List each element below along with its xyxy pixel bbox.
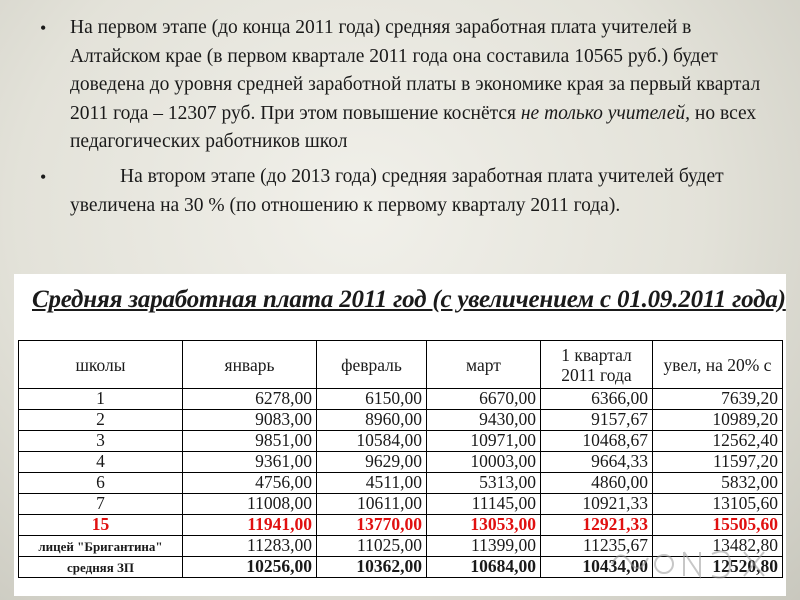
cell-q1: 10434,00: [541, 557, 653, 578]
cell-school: 15: [19, 515, 183, 536]
cell-february: 10584,00: [317, 431, 427, 452]
cell-january: 11008,00: [183, 494, 317, 515]
bullet-text: На первом этапе (до конца 2011 года) средняя заработная плата учителей в Алтайском крае (в первом квартале 2011 года она составила 10565 руб.) будет доведена до уровня средней заработной платы в экономике края за первый квартал 2011 года – 12307 руб. При этом повышение коснётся: [70, 17, 761, 124]
cell-january: 6278,00: [183, 389, 317, 410]
cell-march: 6670,00: [427, 389, 541, 410]
bullet-marker: •: [40, 18, 47, 38]
cell-march: 11399,00: [427, 536, 541, 557]
cell-q1: 9157,67: [541, 410, 653, 431]
table-row: [19, 410, 783, 431]
cell-increase: 10989,20: [653, 410, 783, 431]
cell-increase: 15505,60: [653, 515, 783, 536]
bullet-emphasis: не только учителей,: [520, 102, 691, 124]
cell-increase: 11597,20: [653, 452, 783, 473]
cell-q1: 11235,67: [541, 536, 653, 557]
bullet-marker: •: [40, 166, 47, 187]
cell-increase: 13482,80: [653, 536, 783, 557]
cell-march: 5313,00: [427, 473, 541, 494]
cell-increase: 13105,60: [653, 494, 783, 515]
cell-february: 9629,00: [317, 452, 427, 473]
cell-school: средняя ЗП: [19, 557, 183, 578]
column-header-schools: школы: [19, 341, 183, 389]
cell-q1: 10468,67: [541, 431, 653, 452]
cell-school: 2: [19, 410, 183, 431]
cell-q1: 12921,33: [541, 515, 653, 536]
cell-january: 11283,00: [183, 536, 317, 557]
table-row-highlighted: [19, 515, 783, 536]
table-row: [19, 473, 783, 494]
cell-increase: 5832,00: [653, 473, 783, 494]
cell-school: 3: [19, 431, 183, 452]
cell-school: 4: [19, 452, 183, 473]
bullet-item-stage-1: [36, 14, 776, 157]
table-header-row: [19, 341, 783, 389]
cell-increase: 12520,80: [653, 557, 783, 578]
bullet-text-end: но всех педагогических работников школ: [70, 102, 757, 153]
cell-february: 8960,00: [317, 410, 427, 431]
cell-february: 4511,00: [317, 473, 427, 494]
salary-table: [18, 340, 783, 578]
table-row-average: [19, 557, 783, 578]
cell-increase: 7639,20: [653, 389, 783, 410]
cell-january: 9851,00: [183, 431, 317, 452]
cell-february: 6150,00: [317, 389, 427, 410]
cell-january: 9083,00: [183, 410, 317, 431]
cell-january: 9361,00: [183, 452, 317, 473]
column-header-increase: увел, на 20% с: [653, 341, 783, 389]
cell-q1: 6366,00: [541, 389, 653, 410]
column-header-february: февраль: [317, 341, 427, 389]
cell-march: 10971,00: [427, 431, 541, 452]
column-header-march: март: [427, 341, 541, 389]
cell-march: 11145,00: [427, 494, 541, 515]
table-row: [19, 389, 783, 410]
salary-table-image: [14, 274, 786, 596]
cell-february: 11025,00: [317, 536, 427, 557]
cell-march: 13053,00: [427, 515, 541, 536]
cell-q1: 10921,33: [541, 494, 653, 515]
cell-increase: 12562,40: [653, 431, 783, 452]
cell-march: 9430,00: [427, 410, 541, 431]
cell-january: 4756,00: [183, 473, 317, 494]
table-row: [19, 431, 783, 452]
cell-march: 10003,00: [427, 452, 541, 473]
cell-february: 10362,00: [317, 557, 427, 578]
cell-q1: 4860,00: [541, 473, 653, 494]
cell-february: 10611,00: [317, 494, 427, 515]
bullet-list: [36, 14, 776, 220]
table-row: [19, 536, 783, 557]
table-row: [19, 494, 783, 515]
column-header-q1: 1 квартал 2011 года: [541, 341, 653, 389]
cell-school: лицей "Бригантина": [19, 536, 183, 557]
bullet-text: На втором этапе (до 2013 года) средняя заработная плата учителей будет увеличена на 30 % (по отношению к первому кварталу 2011 года).: [70, 165, 724, 216]
bullet-item-stage-2: [36, 163, 776, 220]
cell-school: 7: [19, 494, 183, 515]
cell-january: 10256,00: [183, 557, 317, 578]
cell-january: 11941,00: [183, 515, 317, 536]
table-row: [19, 452, 783, 473]
table-title: Средняя заработная плата 2011 год (с увеличением с 01.09.2011 года): [32, 286, 786, 313]
cell-q1: 9664,33: [541, 452, 653, 473]
cell-school: 6: [19, 473, 183, 494]
cell-school: 1: [19, 389, 183, 410]
cell-march: 10684,00: [427, 557, 541, 578]
cell-february: 13770,00: [317, 515, 427, 536]
column-header-january: январь: [183, 341, 317, 389]
